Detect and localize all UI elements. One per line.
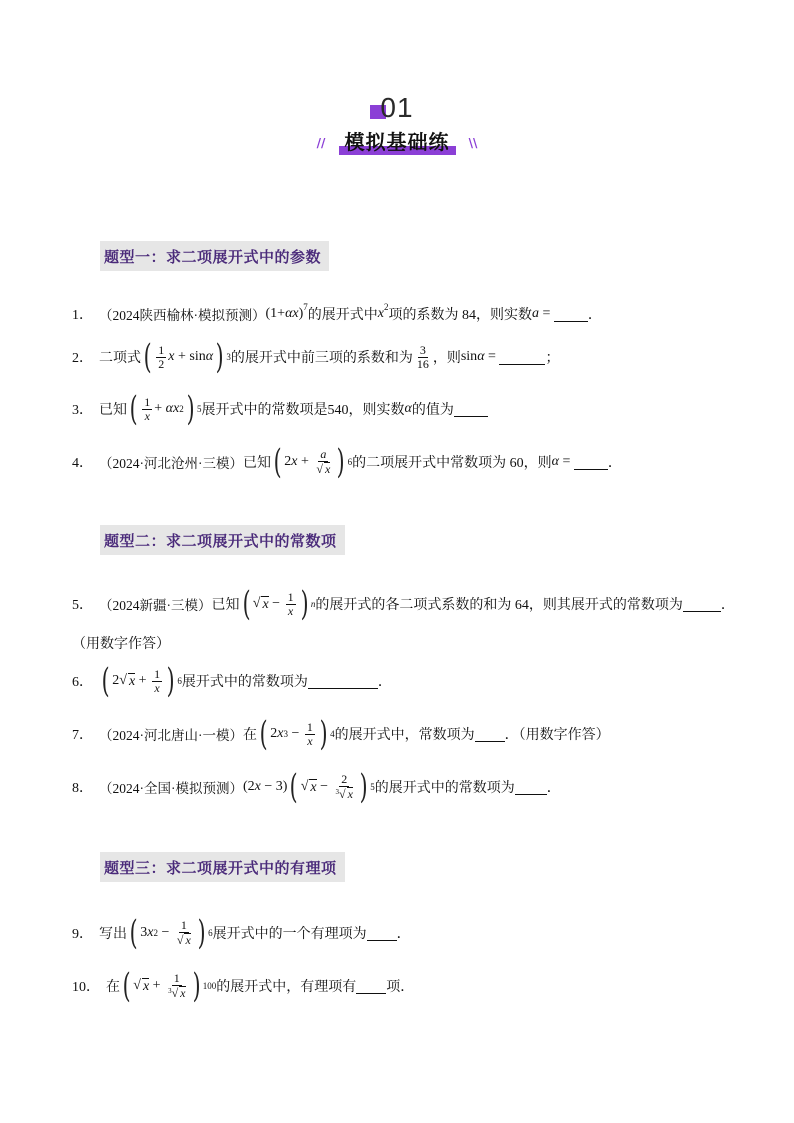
question-text: 的值为 bbox=[411, 403, 454, 418]
question-text-end: ． bbox=[377, 675, 392, 690]
question-5: 5． （2024新疆·三模） 已知 ( √ x − $\frac{1}{x}$ ) n 的展开式的各二项式系数的和为 64，则其展开式的常数项为 ． bbox=[72, 584, 735, 624]
question-text-end: ． bbox=[587, 308, 602, 323]
question-text-end: ． bbox=[546, 781, 561, 796]
question-6: 6． ( 2√ x + $\frac{1}{x}$ ) 6 展开式中的常数项为 ． bbox=[72, 661, 392, 701]
section-heading-1: 题型一：求二项展开式中的参数 bbox=[100, 241, 329, 271]
question-text-end: ； bbox=[545, 351, 560, 366]
chapter-title-text: 模拟基础练 bbox=[344, 130, 450, 154]
question-text: 的展开式的各二项式系数的和为 64，则其展开式的常数项为 bbox=[315, 598, 683, 613]
question-text: ，则 bbox=[432, 351, 461, 366]
answer-blank bbox=[574, 455, 608, 470]
right-slash-mark: \\ bbox=[468, 136, 478, 150]
question-text: 的展开式中的常数项为 bbox=[374, 781, 515, 796]
question-text-end: 项． bbox=[386, 980, 415, 995]
question-text: 展开式中的常数项是540，则实数 bbox=[201, 403, 405, 418]
question-4: 4． （2024·河北沧州·三模） 已知 ( 2 x + $\frac{a}{√ x}$ ) 6 的二项展开式中常数项为 60，则 α = ． bbox=[72, 442, 622, 482]
question-3: 3． 已知 ( $\frac{1}{x}$ + αx 2 ) 5 展开式中的常数项是540，则实数 α 的值为 bbox=[72, 392, 488, 426]
question-text: 已知 bbox=[243, 456, 271, 471]
question-text: 在 bbox=[106, 980, 120, 995]
left-slash-mark: // bbox=[316, 136, 326, 150]
math-expression: $(1+\alpha x)^7$ bbox=[265, 302, 308, 321]
question-text: 的二项展开式中常数项为 60，则 bbox=[352, 456, 552, 471]
question-number: 4． bbox=[72, 456, 93, 471]
question-5-note: （用数字作答） bbox=[72, 636, 170, 652]
answer-blank bbox=[308, 674, 378, 689]
question-source: （2024新疆·三模） bbox=[99, 598, 212, 613]
question-text-end: ． bbox=[607, 456, 622, 471]
question-text-end: ． bbox=[396, 927, 411, 942]
question-source: （2024陕西榆林·模拟预测） bbox=[99, 308, 266, 323]
question-text-end: ． bbox=[720, 598, 735, 613]
answer-blank bbox=[454, 402, 488, 417]
fraction: $\frac{3}{16}$ bbox=[416, 342, 429, 371]
question-number: 7． bbox=[72, 728, 93, 743]
answer-blank bbox=[367, 926, 397, 941]
question-text: 的展开式中前三项的系数和为 bbox=[230, 351, 413, 366]
chapter-title bbox=[307, 126, 488, 155]
math-term: $x^2$ bbox=[377, 302, 389, 321]
question-number: 3． bbox=[72, 403, 93, 418]
question-text: 的展开式中，常数项为 bbox=[334, 728, 475, 743]
answer-blank bbox=[683, 597, 721, 612]
question-number: 9． bbox=[72, 927, 93, 942]
chapter-number-text: 01 bbox=[380, 92, 414, 123]
question-text: 已知 bbox=[99, 403, 127, 418]
question-number: 6． bbox=[72, 675, 93, 690]
question-9: 9． 写出 ( 3 x 2 − $\frac{1}{√ x}$ ) 6 展开式中的一个有理项为 ． bbox=[72, 913, 411, 953]
chapter-header bbox=[0, 92, 794, 154]
question-7: 7． （2024·河北唐山·一模） 在 ( 2 x 3 − $\frac{1}{x}$ ) 4 的展开式中，常数项为 ．（用数字作答） bbox=[72, 714, 610, 754]
answer-blank bbox=[499, 350, 545, 365]
answer-blank bbox=[515, 780, 547, 795]
question-number: 1． bbox=[72, 308, 93, 323]
question-source: （2024·河北唐山·一模） bbox=[99, 728, 243, 743]
question-number: 2． bbox=[72, 351, 93, 366]
question-text: 写出 bbox=[99, 927, 127, 942]
question-text: 的展开式中 bbox=[307, 308, 378, 323]
question-text: 在 bbox=[243, 728, 257, 743]
question-text: 二项式 bbox=[99, 351, 141, 366]
question-8: 8． （2024·全国·模拟预测） (2x − 3) ( √ x − $\frac{2}{^3√ x}$ ) 5 的展开式中的常数项为 ． bbox=[72, 767, 561, 807]
question-2: 2． 二项式 ( $\frac{1}{2}$ x + sin α ) 3 的展开式中前三项的系数和为 $\frac{3}{16}$ ，则 sinα = ； bbox=[72, 337, 560, 377]
section-heading-2: 题型二：求二项展开式中的常数项 bbox=[100, 525, 345, 555]
question-10: 10． 在 ( √ x + $\frac{1}{^3√ x}$ ) 100 的展开式中，有理项有 项． bbox=[72, 966, 415, 1006]
math-variable: a bbox=[532, 306, 540, 321]
question-text: 展开式中的常数项为 bbox=[181, 675, 308, 690]
question-number: 10． bbox=[72, 980, 100, 995]
section-heading-3: 题型三：求二项展开式中的有理项 bbox=[100, 852, 345, 882]
question-1: 1． （2024陕西榆林·模拟预测） $(1+\alpha x)^7$ 的展开式中 $x^2$ 项的系数为 84，则实数 a = ． bbox=[72, 302, 602, 323]
question-text: 展开式中的一个有理项为 bbox=[212, 927, 367, 942]
answer-blank bbox=[475, 727, 505, 742]
question-text: 已知 bbox=[211, 598, 240, 613]
question-text-end: ．（用数字作答） bbox=[504, 728, 610, 743]
question-number: 5． bbox=[72, 598, 93, 613]
answer-blank bbox=[356, 979, 386, 994]
question-source: （2024·全国·模拟预测） bbox=[99, 781, 243, 796]
question-text: 的展开式中，有理项有 bbox=[216, 980, 357, 995]
question-text: 项的系数为 84，则实数 bbox=[388, 308, 533, 323]
question-number: 8． bbox=[72, 781, 93, 796]
answer-blank bbox=[554, 307, 588, 322]
chapter-number bbox=[380, 92, 413, 124]
question-source: （2024·河北沧州·三模） bbox=[99, 456, 243, 471]
